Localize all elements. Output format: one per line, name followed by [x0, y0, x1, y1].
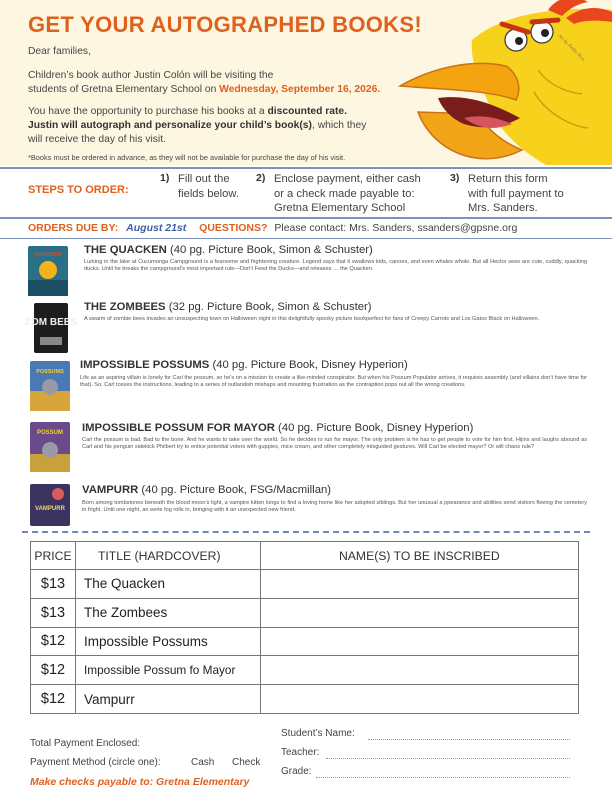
step-number: 2) — [256, 172, 266, 184]
book-description: Lurking in the lake at Cucumonga Campground is a fearsome and frightening creature. Legend says that it swallows kids, canoes, and even whales whole. But all Hector sees are cute, cuddly, quacking ducks. Until he breaks the campground’s most important rule—Don’t Feed the Ducks—and releases … the Quacken. — [84, 259, 587, 273]
order-table — [30, 541, 579, 714]
duck-illustration — [398, 0, 612, 165]
title-cell: The Quacken — [75, 570, 260, 599]
book-cover — [30, 422, 70, 472]
autograph-text: Justin will autograph and personalize your child’s book(s) — [28, 120, 312, 131]
book-impossible-possum-for-mayor — [28, 420, 588, 480]
cover-title: VAMPURR — [35, 506, 65, 512]
step-text: Fill out the — [178, 173, 230, 185]
letter-text: You have the opportunity to purchase his books at a — [28, 106, 268, 117]
footnote: *Books must be ordered in advance, as they will not be available for purchase the day of his visit. — [28, 153, 346, 162]
book-name: THE ZOMBEES — [84, 301, 166, 313]
orders-due-date: August 21st — [126, 222, 187, 234]
price-header: PRICE — [31, 542, 76, 570]
title-cell: The Zombees — [75, 598, 260, 627]
title-cell: Vampurr — [75, 685, 260, 714]
book-name: IMPOSSIBLE POSSUMS — [80, 359, 210, 371]
cover-title: POSSUM — [36, 430, 64, 436]
steps-label: STEPS TO ORDER: — [28, 184, 129, 196]
book-details: (32 pg. Picture Book, Simon & Schuster) — [165, 301, 372, 313]
book-description: Carl the possum is bad. Bad to the bone. And he wants to take over the world. So he decides to run for mayor. The only problem is he has to get people to vote for him first. Hijinx and laughs abound as Carl and his penguin sidekick Philbert try to entice potential voters with guppies, mice cream, and other completely misguided gestures. Will Carl be elected mayor? Or will chaos rule? — [82, 437, 587, 451]
book-title — [84, 301, 372, 313]
title-cell: Impossible Possum fo Mayor — [75, 656, 260, 685]
step-text: Enclose payment, either cash — [274, 173, 421, 185]
divider — [0, 238, 612, 239]
discount-text: discounted rate. — [267, 106, 348, 117]
check-option[interactable]: Check — [232, 757, 261, 768]
book-description: A swarm of zombie bees invades an unsuspecting town on Halloween night in this delightfully spooky picture bookperfect for fans of Creepy Carrots and Los Gatos Black on Halloween. — [84, 316, 540, 322]
book-cover — [28, 246, 68, 296]
price-cell: $13 — [31, 570, 76, 599]
grade-label: Grade: — [281, 766, 312, 777]
divider — [0, 167, 612, 169]
book-title — [82, 422, 473, 434]
step-number: 3) — [450, 172, 460, 184]
inscription-field[interactable] — [260, 685, 578, 714]
inscription-field[interactable] — [260, 570, 578, 599]
book-zombees — [24, 299, 588, 355]
book-details: (40 pg. Picture Book, Simon & Schuster) — [166, 244, 373, 256]
letter-text: will receive the day of his visit. — [28, 134, 166, 145]
price-cell: $12 — [31, 656, 76, 685]
payment-method-label: Payment Method (circle one): — [30, 757, 161, 768]
table-row — [31, 627, 579, 656]
book-title — [84, 244, 373, 256]
divider — [0, 217, 612, 219]
letter-paragraph-2 — [28, 105, 428, 147]
table-row — [31, 598, 579, 627]
book-cover — [24, 303, 78, 353]
student-name-field[interactable] — [368, 739, 570, 740]
orders-due-label: ORDERS DUE BY: — [28, 222, 119, 234]
book-cover — [30, 361, 70, 411]
contact-info: Please contact: Mrs. Sanders, ssanders@gpsne.org — [274, 222, 518, 234]
step-text: Mrs. Sanders. — [468, 202, 538, 214]
price-cell: $12 — [31, 627, 76, 656]
book-cover — [30, 484, 70, 526]
teacher-field[interactable] — [326, 758, 570, 759]
step-text: Gretna Elementary School — [274, 202, 406, 214]
cut-line — [22, 531, 590, 533]
book-name: THE QUACKEN — [84, 244, 167, 256]
questions-label: QUESTIONS? — [199, 222, 268, 234]
cover-title: POSSUMS — [36, 369, 64, 375]
inscription-field[interactable] — [260, 656, 578, 685]
letter-paragraph-1 — [28, 69, 428, 97]
book-description: Life as an aspiring villain is lonely for Carl the possum, so he’s on a mission to create a like-minded conspirator. But when his Possum Populator arrives, it requires assembly (and villains don’t have time for that). So, Carl tosses the instructions, leading to a series of outlandish mishaps and mounting frustration as the contraption pops out all the wrong creations. — [80, 375, 587, 389]
step-text: or a check made payable to: — [274, 187, 415, 200]
table-row — [31, 656, 579, 685]
book-name: IMPOSSIBLE POSSUM FOR MAYOR — [82, 422, 275, 434]
book-details: (40 pg. Picture Book, Disney Hyperion) — [209, 359, 408, 371]
visit-date: Wednesday, September 16, 2026. — [219, 84, 381, 95]
book-name: VAMPURR — [82, 484, 139, 496]
art-credit: Art by Pedro Rios — [556, 33, 586, 63]
step-text: Return this form — [468, 173, 548, 185]
cover-title: QUACKEN — [34, 252, 62, 258]
step-number: 1) — [160, 172, 170, 184]
letter-text: students of Gretna Elementary School on — [28, 84, 220, 95]
table-row — [31, 570, 579, 599]
price-cell: $12 — [31, 685, 76, 714]
orders-due-line — [28, 222, 517, 234]
total-payment-label: Total Payment Enclosed: — [30, 738, 141, 749]
book-details: (40 pg. Picture Book, FSG/Macmillan) — [138, 484, 332, 496]
book-quacken — [28, 244, 588, 296]
salutation: Dear families, — [28, 46, 91, 57]
inscription-field[interactable] — [260, 627, 578, 656]
inscription-field[interactable] — [260, 598, 578, 627]
cover-title: ZOM BEES — [24, 317, 78, 328]
book-title — [80, 359, 408, 371]
step-text: with full payment to — [468, 187, 564, 200]
table-header-row — [31, 542, 579, 570]
book-description: Born among tombstones beneath the blood moon’s light, a vampire kitten longs to find a loving home like her adopted siblings. But her unusual a ppearance and abilities send visitors fleeing the cemetery in fright. Until one night, an eerie fog rolls in, bringing with it an unexpected new friend. — [82, 500, 587, 514]
book-details: (40 pg. Picture Book, Disney Hyperion) — [274, 422, 474, 434]
book-title — [82, 484, 331, 496]
book-vampurr — [28, 482, 588, 526]
title-header: TITLE (HARDCOVER) — [75, 542, 260, 570]
letter-text: , which they — [311, 120, 367, 131]
book-impossible-possums — [28, 357, 588, 417]
student-name-label: Student’s Name: — [281, 728, 355, 739]
teacher-label: Teacher: — [281, 747, 320, 758]
cash-option[interactable]: Cash — [191, 757, 215, 768]
title-cell: Impossible Possums — [75, 627, 260, 656]
make-checks-note: Make checks payable to: Gretna Elementary — [30, 776, 250, 788]
step-text: fields below. — [178, 187, 239, 200]
letter-text: Children’s book author Justin Colón will be visiting the — [28, 70, 274, 81]
names-header: NAME(S) TO BE INSCRIBED — [260, 542, 578, 570]
grade-field[interactable] — [316, 777, 570, 778]
price-cell: $13 — [31, 598, 76, 627]
page-title: GET YOUR AUTOGRAPHED BOOKS! — [28, 12, 422, 37]
table-row — [31, 685, 579, 714]
